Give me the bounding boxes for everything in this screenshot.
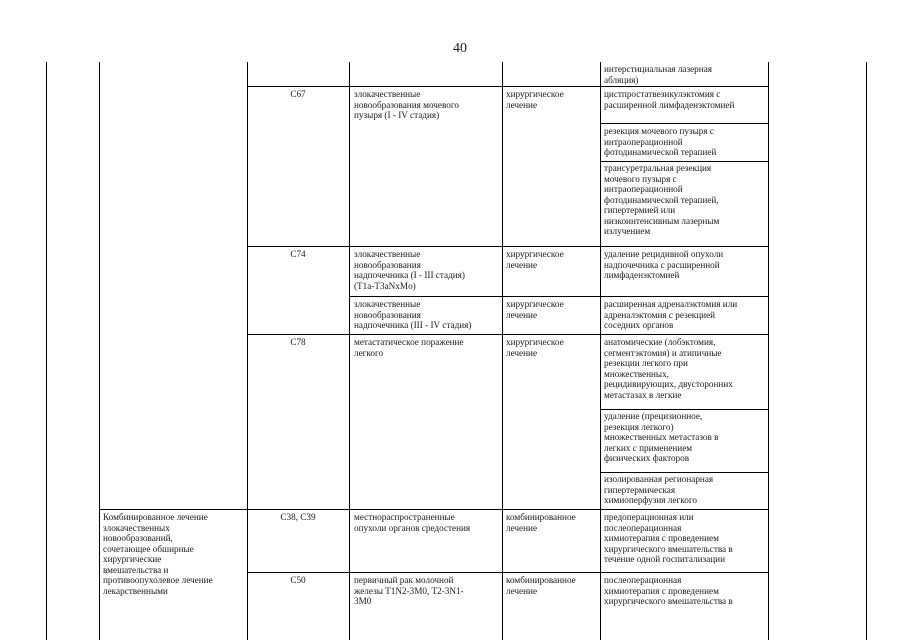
method-cell [604, 64, 766, 85]
text-line: метастазах в легкие [604, 389, 682, 400]
table-column-line [768, 62, 769, 640]
text-line: лечение [506, 309, 538, 320]
method-cell [604, 126, 766, 158]
text-line: легкого [354, 347, 384, 358]
text-line: излучением [604, 226, 651, 236]
text-line: лечение [506, 259, 538, 270]
text-line: анатомические (лобэктомия, [604, 337, 716, 347]
text-line: местнораспространенные [354, 512, 455, 522]
text-line: удаление рецидивной опухоли [604, 249, 724, 259]
page-border-right [866, 62, 867, 640]
model-cell [354, 575, 500, 607]
treatment-cell [506, 249, 598, 270]
row-separator [247, 334, 769, 335]
text-line: новообразования [354, 309, 421, 320]
text-line: фотодинамической терапией, [604, 194, 719, 205]
text-line: противоопухолевое лечение [103, 575, 213, 585]
text-line: новообразований, [103, 533, 173, 543]
table-column-line [600, 62, 601, 640]
row-separator [247, 572, 769, 573]
page-border-left [46, 62, 47, 640]
text-line: C50 [290, 575, 306, 585]
row-separator [600, 161, 769, 162]
code-cell [248, 249, 348, 260]
text-line: надпочечника (III - IV стадия) [354, 320, 472, 330]
table-column-line [349, 62, 350, 640]
code-cell [248, 575, 348, 586]
text-line: расширенная адреналэктомия или [604, 299, 738, 309]
text-line: низкоинтенсивным лазерным [604, 215, 720, 226]
code-cell [248, 512, 348, 523]
table-column-line [247, 62, 248, 640]
text-line: вмешательства и [103, 564, 169, 575]
group-cell [103, 512, 245, 596]
text-line: расширенной лимфаденэктомией [604, 99, 735, 110]
text-line: мочевого пузыря с [604, 173, 677, 184]
row-separator [247, 246, 769, 247]
method-cell [604, 249, 766, 281]
text-line: злокачественные [354, 89, 421, 99]
text-line: хирургическое [506, 337, 564, 347]
text-line: сегментэктомия) и атипичные [604, 347, 722, 358]
code-cell [248, 337, 348, 348]
text-line: послеоперационная [604, 575, 682, 585]
text-line: физических факторов [604, 453, 690, 463]
model-cell [354, 89, 500, 121]
text-line: адреналэктомия с резекцией [604, 309, 716, 320]
text-line: C67 [290, 89, 306, 99]
text-line: лечение [506, 585, 538, 596]
text-line: гипертермией или [604, 205, 676, 215]
method-cell [604, 575, 766, 607]
text-line: фотодинамической терапией [604, 147, 717, 157]
method-cell [604, 89, 766, 110]
text-line: опухоли органов средостения [354, 522, 471, 533]
text-line: химиоперфузия легкого [604, 495, 697, 505]
text-line: железы T1N2-3M0, T2-3N1- [354, 585, 464, 596]
text-line: резекция мочевого пузыря с [604, 126, 714, 136]
method-cell [604, 299, 766, 331]
table-column-line [502, 62, 503, 640]
text-line: резекция легкого) [604, 421, 674, 432]
text-line: множественных метастазов в [604, 432, 719, 442]
model-cell [354, 512, 500, 533]
text-line: лечение [506, 347, 538, 358]
text-line: надпочечника с расширенной [604, 259, 720, 270]
text-line: злокачественные [354, 299, 421, 309]
text-line: хирургическое [506, 249, 564, 259]
method-cell [604, 512, 766, 565]
text-line: течение одной госпитализации [604, 554, 726, 564]
text-line: интерстициальная лазерная [604, 64, 712, 74]
text-line: (T1a-T3aNxMo) [354, 280, 416, 291]
treatment-cell [506, 575, 598, 596]
text-line: рецидивирующих, двусторонних [604, 379, 733, 389]
text-line: C74 [290, 249, 306, 259]
method-cell [604, 163, 766, 237]
text-line: удаление (прецизионное, [604, 411, 703, 421]
text-line: Комбинированное лечение [103, 512, 208, 522]
text-line: хирургическое [506, 89, 564, 99]
text-line: комбинированное [506, 512, 576, 522]
text-line: 3M0 [354, 596, 372, 606]
text-line: изолированная регионарная [604, 474, 714, 484]
text-line: резекции легкого при [604, 358, 688, 368]
text-line: лимфаденэктомией [604, 270, 680, 280]
text-line: трансуретральная резекция [604, 163, 712, 173]
text-line: интраоперационной [604, 184, 683, 194]
treatment-cell [506, 299, 598, 320]
text-line: химиотерапия с проведением [604, 585, 719, 596]
text-line: сочетающее обширные [103, 543, 194, 554]
text-line: множественных, [604, 368, 669, 379]
row-separator [600, 409, 769, 410]
row-separator [600, 123, 769, 124]
text-line: лечение [506, 99, 538, 110]
table-column-line [99, 62, 100, 640]
text-line: предоперационная или [604, 512, 694, 522]
text-line: пузыря (I - IV стадия) [354, 110, 440, 120]
text-line: лечение [506, 522, 538, 533]
method-cell [604, 337, 766, 400]
model-cell [354, 337, 500, 358]
text-line: C78 [290, 337, 306, 347]
model-cell [354, 299, 500, 331]
text-line: новообразования [354, 259, 421, 270]
text-line: злокачественные [354, 249, 421, 259]
text-line: соседних органов [604, 320, 674, 330]
code-cell [248, 89, 348, 100]
text-line: хирургическое [506, 299, 564, 309]
treatment-cell [506, 337, 598, 358]
text-line: лекарственными [103, 585, 168, 596]
text-line: новообразования мочевого [354, 99, 460, 110]
text-line: гипертермическая [604, 484, 676, 495]
treatment-cell [506, 512, 598, 533]
text-line: интраоперационной [604, 136, 683, 147]
treatment-cell [506, 89, 598, 110]
text-line: легких с применением [604, 442, 693, 453]
row-separator [600, 472, 769, 473]
text-line: хирургические [103, 554, 162, 564]
text-line: хирургического вмешательства в [604, 543, 733, 554]
text-line: первичный рак молочной [354, 575, 454, 585]
row-separator [349, 296, 769, 297]
text-line: цистпростатвезикулэктомия с [604, 89, 721, 99]
model-cell [354, 249, 500, 291]
text-line: злокачественных [103, 522, 170, 533]
text-line: надпочечника (I - III стадия) [354, 270, 465, 280]
text-line: послеоперационная [604, 522, 682, 533]
row-separator [99, 509, 769, 510]
page-number: 40 [453, 41, 467, 56]
text-line: абляция) [604, 74, 639, 85]
text-line: комбинированное [506, 575, 576, 585]
text-line: метастатическое поражение [354, 337, 464, 347]
method-cell [604, 474, 766, 506]
text-line: химиотерапия с проведением [604, 533, 719, 543]
text-line: хирургического вмешательства в [604, 596, 733, 606]
row-separator [247, 86, 769, 87]
method-cell [604, 411, 766, 464]
text-line: C38, C39 [280, 512, 316, 522]
